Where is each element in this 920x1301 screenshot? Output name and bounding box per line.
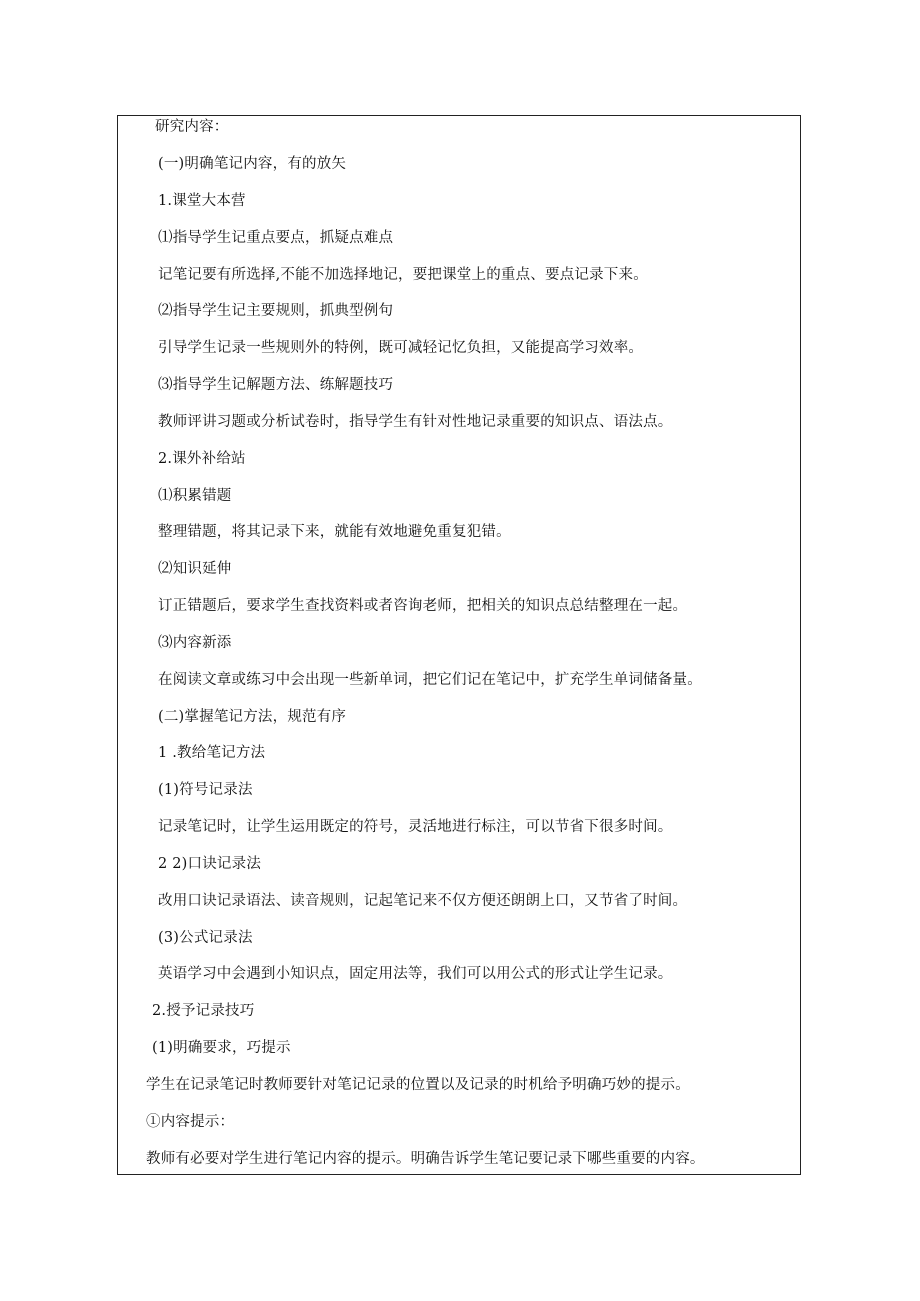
item-mnemonic-method: 2 2)口诀记录法 (158, 856, 262, 872)
heading-part-two: (二)掌握笔记方法，规范有序 (158, 709, 347, 725)
paragraph: 订正错题后，要求学生查找资料或者咨询老师，把相关的知识点总结整理在一起。 (158, 598, 688, 614)
item-accumulate-errors: ⑴积累错题 (158, 488, 232, 504)
item-formula-method: (3)公式记录法 (158, 930, 253, 946)
paragraph: 在阅读文章或练习中会出现一些新单词，把它们记在笔记中，扩充学生单词储备量。 (158, 672, 702, 688)
paragraph: 记录笔记时，让学生运用既定的符号，灵活地进行标注，可以节省下很多时间。 (158, 819, 673, 835)
paragraph: 整理错题，将其记录下来，就能有效地避免重复犯错。 (158, 524, 511, 540)
item-content-hint: ①内容提示： (146, 1114, 235, 1130)
item-knowledge-extension: ⑵知识延伸 (158, 561, 232, 577)
paragraph: 英语学习中会遇到小知识点，固定用法等，我们可以用公式的形式让学生记录。 (158, 966, 673, 982)
subheading-extracurricular: 2.课外补给站 (158, 451, 246, 467)
item-clear-requirements: (1)明确要求，巧提示 (152, 1040, 291, 1056)
heading-part-one: (一)明确笔记内容，有的放矢 (158, 156, 347, 172)
subheading-classroom: 1.课堂大本营 (158, 193, 246, 209)
item-key-points: ⑴指导学生记重点要点，抓疑点难点 (158, 230, 394, 246)
subheading-recording-skills: 2.授予记录技巧 (152, 1003, 255, 1019)
paragraph: 教师有必要对学生进行笔记内容的提示。明确告诉学生笔记要记录下哪些重要的内容。 (146, 1151, 705, 1167)
paragraph: 教师评讲习题或分析试卷时，指导学生有针对性地记录重要的知识点、语法点。 (158, 414, 673, 430)
item-main-rules: ⑵指导学生记主要规则，抓典型例句 (158, 303, 394, 319)
paragraph: 引导学生记录一些规则外的特例，既可减轻记忆负担，又能提高学习效率。 (158, 340, 644, 356)
paragraph: 记笔记要有所选择,不能不加选择地记，要把课堂上的重点、要点记录下来。 (158, 267, 648, 283)
item-solving-methods: ⑶指导学生记解题方法、练解题技巧 (158, 377, 394, 393)
item-new-content: ⑶内容新添 (158, 635, 232, 651)
item-symbol-method: (1)符号记录法 (158, 782, 253, 798)
subheading-note-methods: 1 .教给笔记方法 (158, 745, 266, 761)
paragraph: 改用口诀记录语法、读音规则，记起笔记来不仅方便还朗朗上口，又节省了时间。 (158, 893, 688, 909)
section-title: 研究内容： (155, 119, 229, 135)
paragraph: 学生在记录笔记时教师要针对笔记记录的位置以及记录的时机给予明确巧妙的提示。 (146, 1077, 690, 1093)
